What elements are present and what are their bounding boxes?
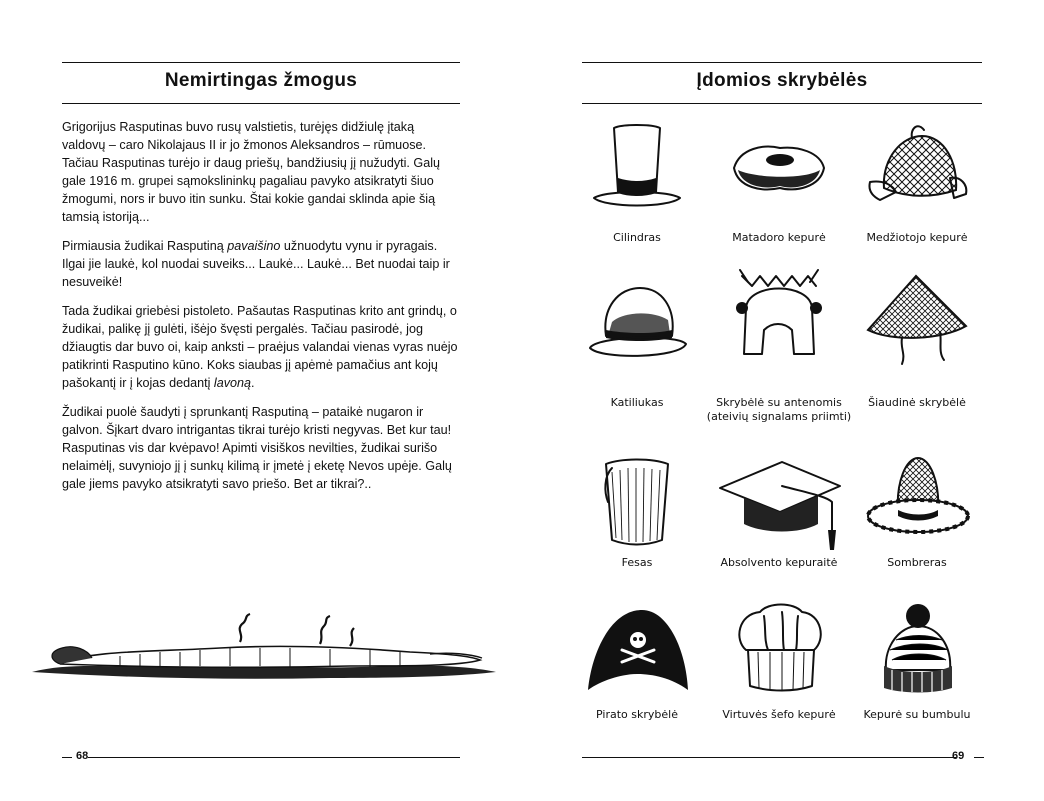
hat-label: Pirato skrybėlė <box>596 708 678 721</box>
hat-label: Cilindras <box>613 231 661 244</box>
title-top-rule <box>62 62 460 63</box>
paragraph-4: Žudikai puolė šaudyti į sprunkantį Rasputiną – pataikė nugaron ir galvon. Šįkart dvaro intrigantas tikrai turėjo kristi negyvas. Bet kur tau! Rasputinas vis dar kvėpavo! Apimti visiškos nevilties, žudikai surišo nelaimėlį, suvyniojo jį į sunkų kilimą ir įmetė į eketę Nevos upėje. Galų gale jiems pavyko atsikratyti savo priešo. Bet ar tikrai?.. <box>62 405 452 491</box>
bowler-hat-icon <box>582 272 692 372</box>
paragraph-3: Tada žudikai griebėsi pistoleto. Pašautas Rasputinas krito ant grindų, o žudikai, palikę jį gulėti, išėjo švęsti pergalės. Tačiau pasirodė, jog džiaugtis dar buvo oi, kaip anksti – praėjus valandai vienas vyras nuėjo patikrinti Rasputino kūno. Koks siaubas jį apėmė pamačius ant kojų pašokantį ir į kojas dedantį lavoną. <box>62 304 458 390</box>
hat-item <box>704 452 854 602</box>
paragraph-2: Pirmiausia žudikai Rasputiną pavaišino užnuodytu vynu ir pyragais. Ilgai jie laukė, kol nuodai suveiks... Laukė... Laukė... Bet nuodai taip ir nesuveikė! <box>62 239 450 289</box>
page-number: 68 <box>76 750 89 762</box>
hat-item <box>562 272 712 422</box>
title-bottom-rule <box>62 103 460 104</box>
hat-item <box>562 118 712 268</box>
hat-label: Kepurė su bumbulu <box>863 708 971 721</box>
page-title: Nemirtingas žmogus <box>164 70 358 91</box>
hat-label: Absolvento kepuraitė <box>720 556 838 569</box>
antenna-hat-icon <box>724 268 834 368</box>
page-title: Įdomios skrybėlės <box>696 70 868 91</box>
hat-label: Medžiotojo kepurė <box>866 231 968 244</box>
article-body <box>62 118 460 504</box>
rasputin-body-illustration <box>30 612 500 684</box>
pirate-hat-icon <box>582 600 692 700</box>
hat-item <box>842 118 992 268</box>
straw-conical-hat-icon <box>862 272 972 372</box>
bobble-hat-icon <box>862 600 972 700</box>
hat-label: Matadoro kepurė <box>732 231 826 244</box>
hat-item <box>842 452 992 602</box>
hat-item <box>842 272 992 422</box>
hat-item <box>562 452 712 602</box>
hat-label: Fesas <box>621 556 653 569</box>
deerstalker-hat-icon <box>862 118 972 218</box>
title-bottom-rule <box>582 103 982 104</box>
chef-hat-icon <box>724 600 834 700</box>
top-hat-icon <box>582 118 692 218</box>
footer-dash <box>974 757 984 758</box>
sombrero-icon <box>862 452 972 552</box>
matador-hat-icon <box>724 118 834 218</box>
right-page <box>522 0 1044 801</box>
hat-item <box>842 600 992 750</box>
paragraph-1: Grigorijus Rasputinas buvo rusų valstietis, turėjęs didžiulę įtaką valdovų – caro Nikolajaus II ir jo žmonos Aleksandros – rūmuose. Tačiau Rasputinas turėjo ir daug priešų, bandžiusių jį nužudyti. Galų gale 1916 m. grupei sąmokslininkų pagaliau pavyko atsikratyti šiuo žmogumi, nors ir buvo itin sunku. Štai kokie gandai sklinda apie šią tamsią istoriją... <box>62 120 441 224</box>
hat-item <box>562 600 712 750</box>
footer-rule <box>88 757 460 758</box>
hat-label: Katiliukas <box>610 396 664 409</box>
title-top-rule <box>582 62 982 63</box>
footer-dash <box>62 757 72 758</box>
hat-item <box>704 118 854 268</box>
hat-item <box>704 268 854 423</box>
hat-label: Šiaudinė skrybėlė <box>868 396 966 409</box>
footer-rule <box>582 757 956 758</box>
hat-label: Sombreras <box>887 556 947 569</box>
hat-label: Virtuvės šefo kepurė <box>722 708 836 721</box>
page-number: 69 <box>952 750 965 762</box>
graduation-cap-icon <box>714 452 844 552</box>
hat-item <box>704 600 854 750</box>
fez-icon <box>582 452 692 552</box>
hat-label: Skrybėlė su antenomis (ateivių signalams priimti) <box>706 396 852 423</box>
